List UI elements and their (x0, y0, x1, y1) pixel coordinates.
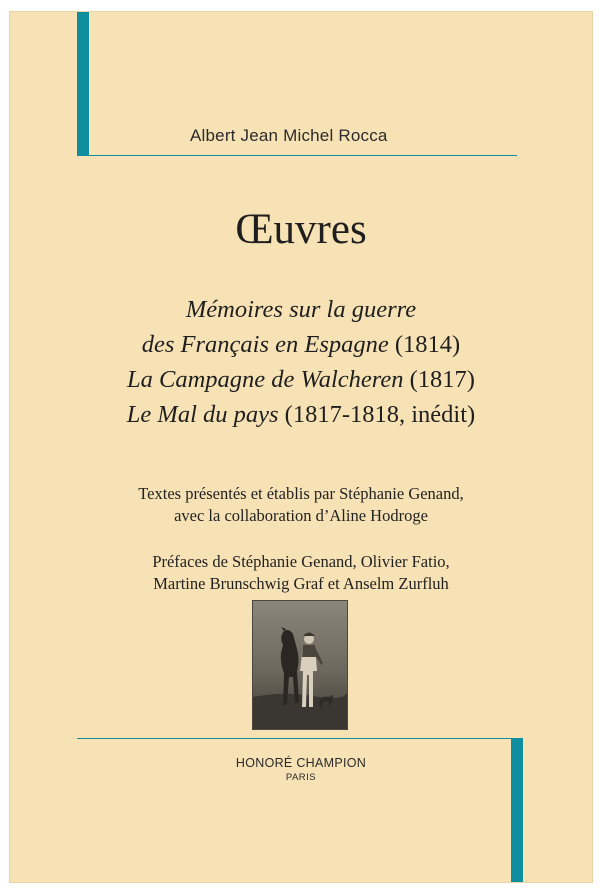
credit-line: Textes présentés et établis par Stéphanie Genand, (138, 484, 464, 503)
publisher-name: HONORÉ CHAMPION (235, 756, 367, 770)
publisher-city: PARIS (285, 772, 317, 783)
book-title: Œuvres (235, 206, 367, 253)
work-line (10, 362, 592, 397)
publisher-block (10, 756, 592, 783)
editorial-credits (10, 483, 592, 527)
work-line (10, 327, 592, 362)
work-detail: (1814) (388, 331, 461, 358)
accent-rule-bottom (77, 738, 523, 739)
preface-line: Martine Brunschwig Graf et Anselm Zurfluh (153, 574, 449, 593)
works-list (10, 292, 592, 432)
work-title: des Français en Espagne (141, 331, 389, 358)
portrait-illustration (253, 601, 347, 729)
credit-line: avec la collaboration d’Aline Hodroge (174, 506, 428, 525)
book-cover (10, 12, 592, 882)
author-name: Albert Jean Michel Rocca (190, 126, 388, 145)
work-title: Le Mal du pays (126, 401, 279, 428)
work-line (10, 397, 592, 432)
accent-bar-top (77, 12, 89, 156)
work-detail: (1817) (403, 366, 475, 393)
preface-credits (10, 551, 592, 595)
portrait-image (252, 600, 348, 730)
work-title: Mémoires sur la guerre (185, 296, 417, 323)
work-line (10, 292, 592, 327)
work-title: La Campagne de Walcheren (127, 366, 404, 393)
preface-line: Préfaces de Stéphanie Genand, Olivier Fatio, (152, 552, 450, 571)
accent-rule-top (77, 155, 517, 156)
work-detail: (1817-1818, inédit) (278, 401, 476, 428)
